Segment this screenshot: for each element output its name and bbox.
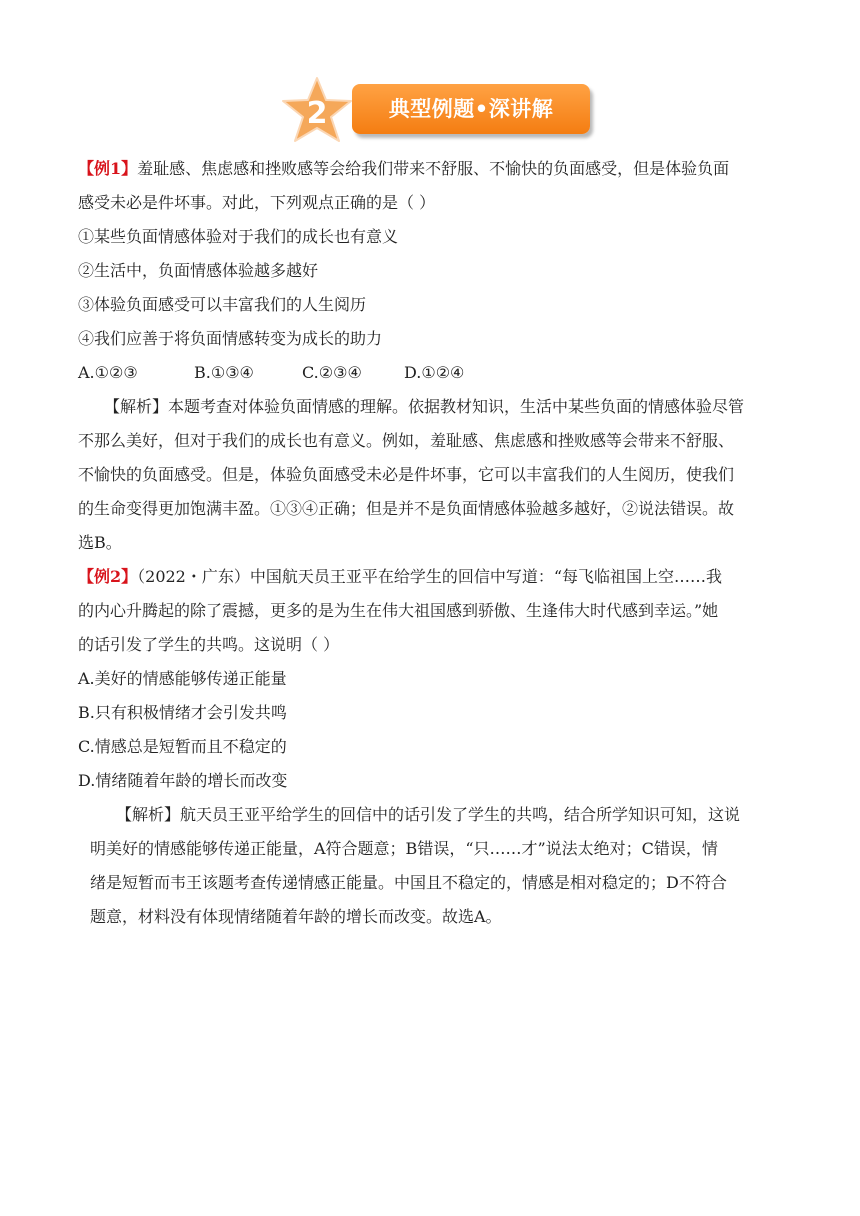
example2-option-d: D.情绪随着年龄的增长而改变	[78, 771, 288, 790]
example2-question-text: （2022・广东）中国航天员王亚平在给学生的回信中写道：“每飞临祖国上空……我	[137, 567, 723, 586]
section-header	[279, 76, 599, 144]
example2-analysis-line: 【解析】航天员王亚平给学生的回信中的话引发了学生的共鸣，结合所学知识可知，这说	[116, 805, 741, 824]
example1-question-text: 羞耻感、焦虑感和挫败感等会给我们带来不舒服、不愉快的负面感受，但是体验负面	[137, 159, 730, 178]
example1-statement: ③体验负面感受可以丰富我们的人生阅历	[78, 295, 367, 314]
option-c: C.②③④	[302, 363, 362, 382]
example1-analysis-line: 不愉快的负面感受。但是，体验负面感受未必是件坏事，它可以丰富我们的人生阅历，使我们	[78, 465, 735, 484]
example1-analysis-line: 【解析】本题考查对体验负面情感的理解。依据教材知识，生活中某些负面的情感体验尽管	[104, 397, 745, 416]
title-banner	[352, 84, 590, 134]
option-a: A.①②③	[78, 363, 138, 382]
option-b: B.①③④	[194, 363, 254, 382]
example2-question-line: 的内心升腾起的除了震撼，更多的是为生在伟大祖国感到骄傲、生逢伟大时代感到幸运。”她	[78, 601, 719, 620]
example1-statement: ④我们应善于将负面情感转变为成长的助力	[78, 329, 383, 348]
section-title: 典型例题•深讲解	[388, 97, 554, 121]
example2-option-a: A.美好的情感能够传递正能量	[78, 669, 287, 688]
example2-tag: 【例2】	[78, 567, 138, 586]
badge-number: 2	[306, 96, 328, 131]
example2-option-b: B.只有积极情绪才会引发共鸣	[78, 703, 287, 722]
example1-analysis-line: 不那么美好，但对于我们的成长也有意义。例如，羞耻感、焦虑感和挫败感等会带来不舒服、	[78, 431, 735, 450]
example1-statement: ②生活中，负面情感体验越多越好	[78, 261, 319, 280]
example2-option-c: C.情感总是短暂而且不稳定的	[78, 737, 287, 756]
example2-analysis-line: 绪是短暂而韦王该题考查传递情感正能量。中国且不稳定的，情感是相对稳定的；D不符合	[90, 873, 727, 892]
star-badge-icon	[279, 76, 355, 144]
example2-question-line: 的话引发了学生的共鸣。这说明（ ）	[78, 635, 340, 654]
example1-question-line	[78, 152, 788, 186]
example2-question-line	[78, 560, 788, 594]
example1-analysis-line: 选B。	[78, 533, 122, 552]
option-d: D.①②④	[404, 363, 465, 382]
example2-analysis-line: 题意，材料没有体现情绪随着年龄的增长而改变。故选A。	[90, 907, 502, 926]
example2-analysis-line: 明美好的情感能够传递正能量，A符合题意；B错误，“只……才”说法太绝对；C错误，情	[90, 839, 718, 858]
example1-analysis-line: 的生命变得更加饱满丰盈。①③④正确；但是并不是负面情感体验越多越好，②说法错误。故	[78, 499, 735, 518]
example1-tag: 【例1】	[78, 159, 138, 178]
example1-question-line: 感受未必是件坏事。对此，下列观点正确的是（ ）	[78, 193, 436, 212]
example1-statement: ①某些负面情感体验对于我们的成长也有意义	[78, 227, 399, 246]
example1-options	[78, 356, 788, 390]
document-body	[78, 152, 788, 934]
